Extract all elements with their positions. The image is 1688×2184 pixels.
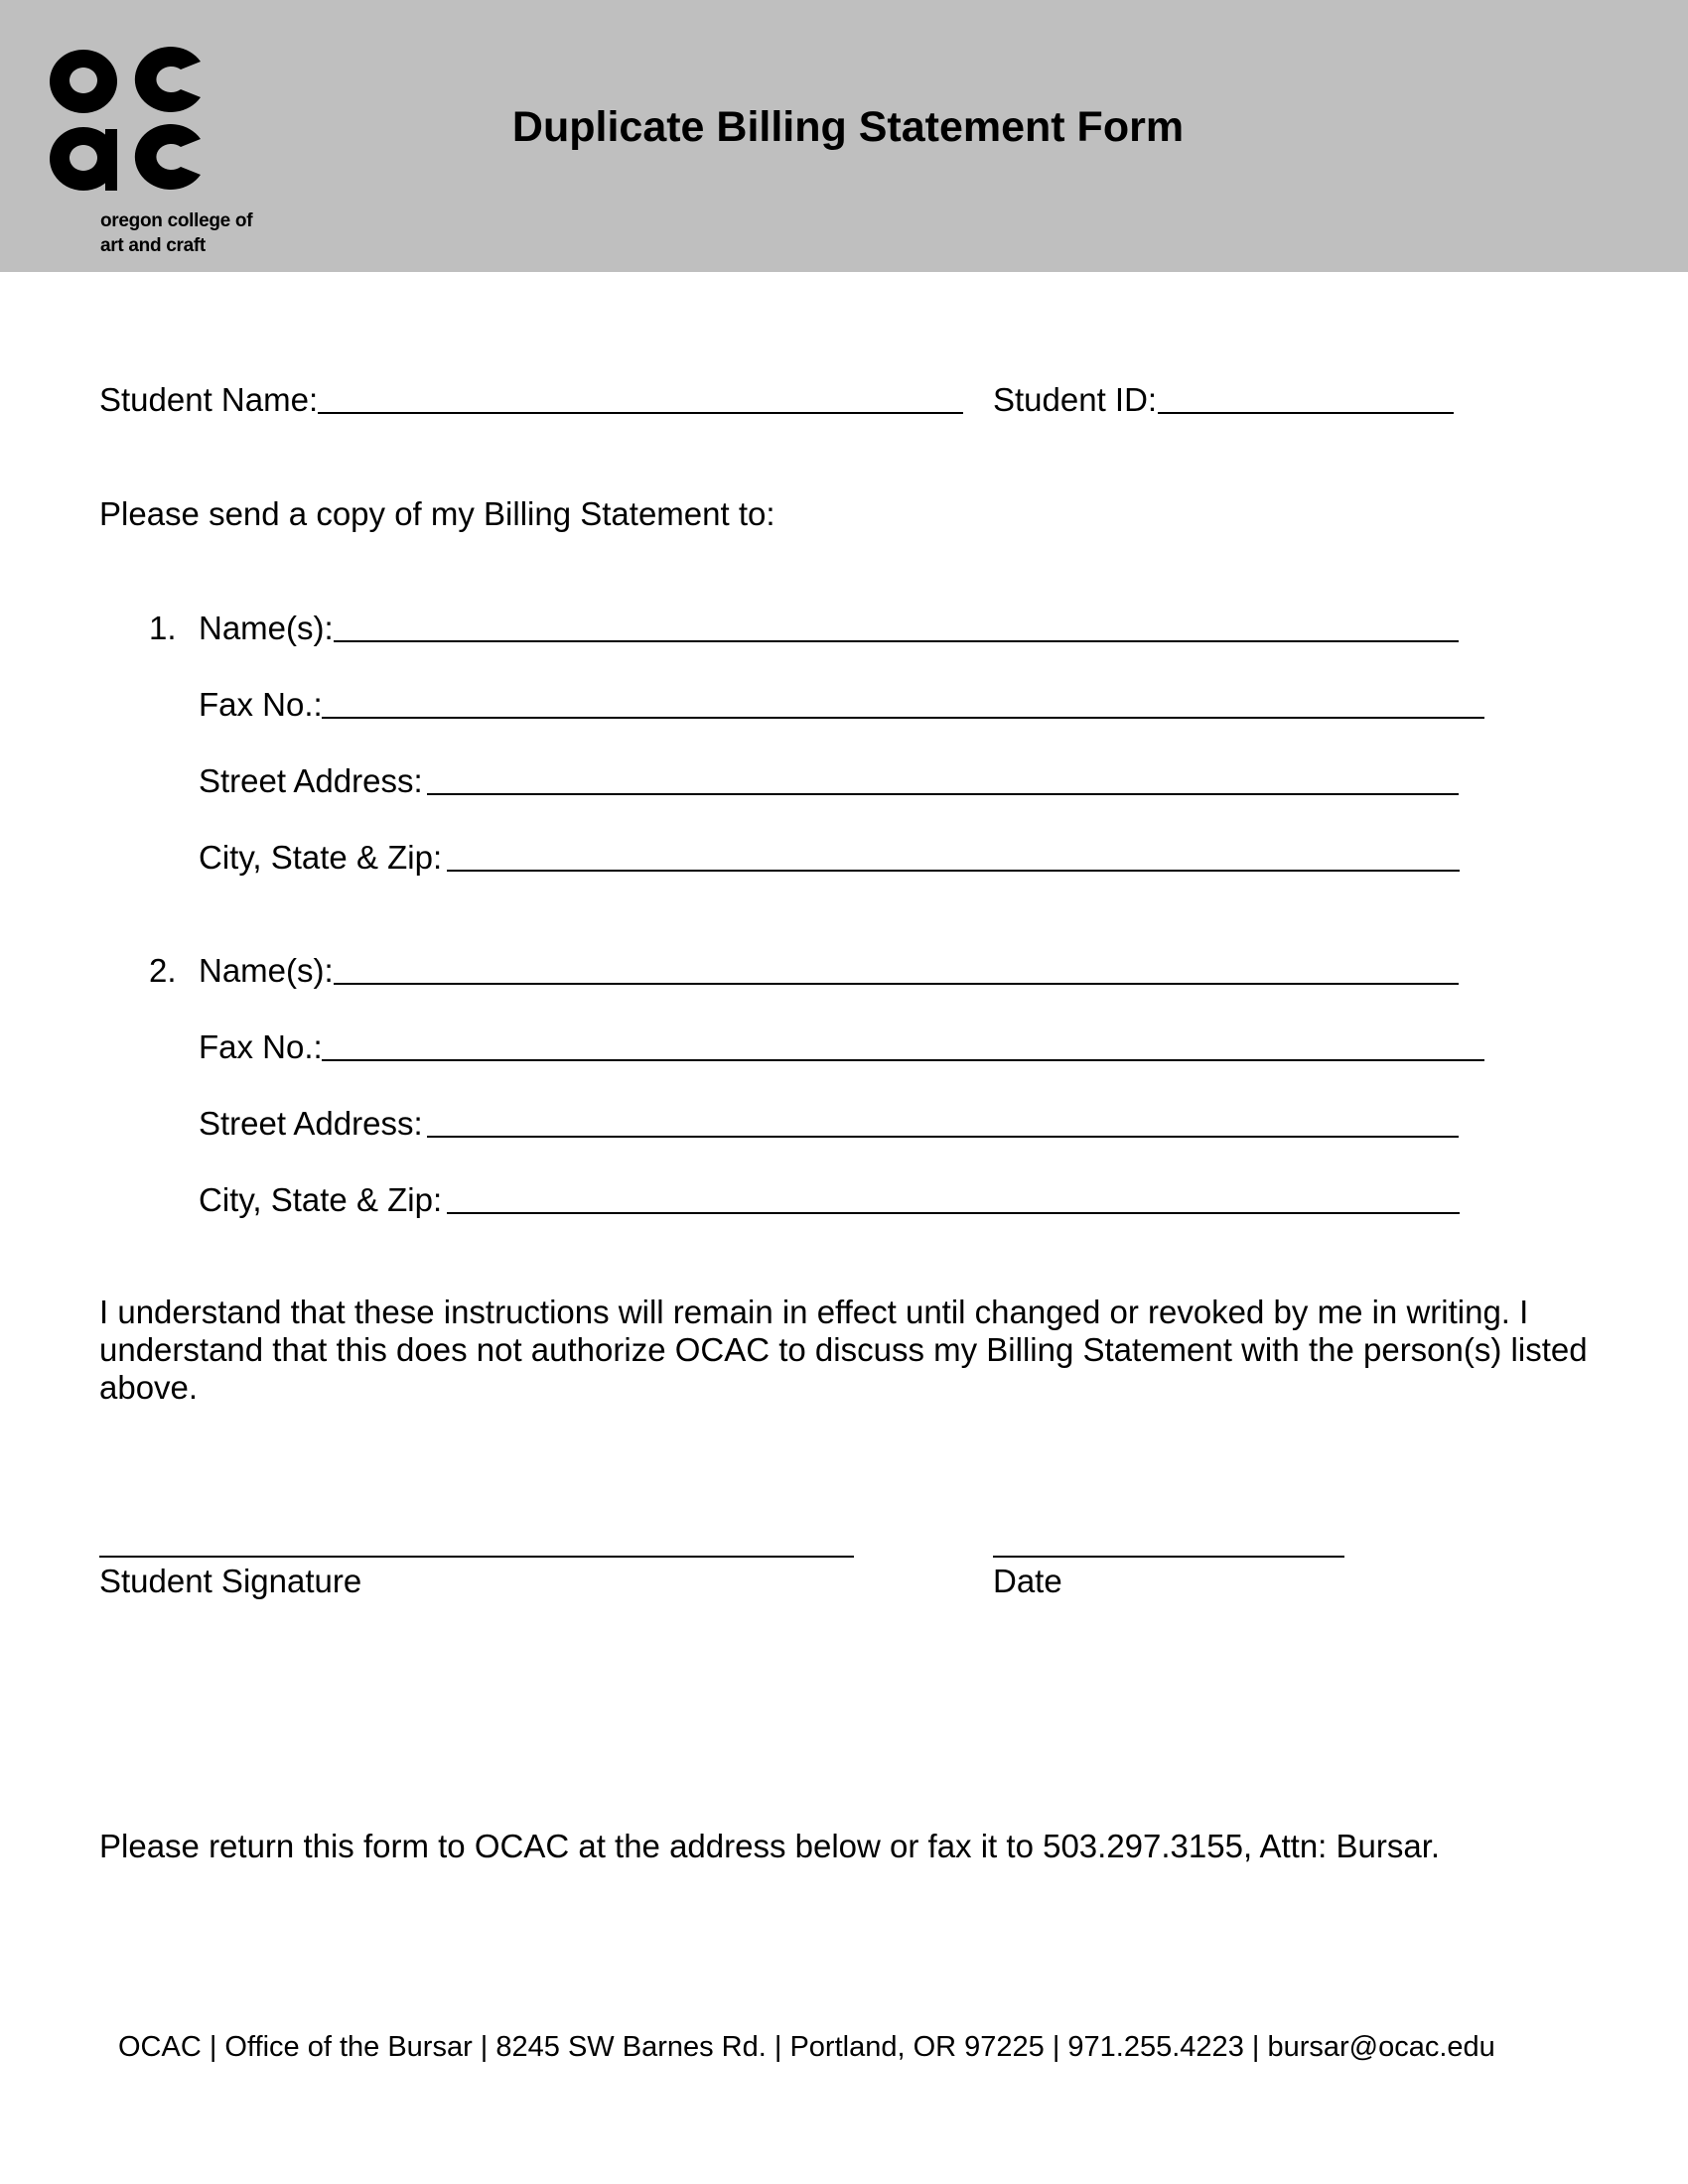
agreement-text: I understand that these instructions will remain in effect until changed or revoked by me in writing. I understand that this does not authorize OCAC to discuss my Billing Statement with the person(s) listed above. [99,1294,1588,1406]
recipient-1-number: 1. [149,610,177,646]
recipient-1-name-label: Name(s): [199,610,334,646]
recipient-2-number: 2. [149,952,177,989]
recipient-1-street-label: Street Address: [199,762,423,799]
recipient-1-fax-label: Fax No.: [199,686,323,723]
recipient-1-fax-field[interactable] [322,717,1484,719]
page-title-text: Duplicate Billing Statement Form [511,103,1185,151]
logo-line-2: art and craft [100,235,206,256]
date-field[interactable] [993,1556,1344,1558]
student-id-label: Student ID: [993,381,1158,418]
header-band [0,0,1688,272]
recipient-1-city-label: City, State & Zip: [199,839,443,876]
logo-wordmark [100,208,252,258]
signature-label: Student Signature [99,1563,362,1599]
recipient-1-street-field[interactable] [427,793,1459,795]
recipient-1-name-field[interactable] [334,640,1459,642]
recipient-2-street-field[interactable] [427,1136,1459,1138]
recipient-2-fax-field[interactable] [322,1059,1484,1061]
signature-field[interactable] [99,1556,854,1558]
student-id-field[interactable] [1158,412,1454,414]
page-title [0,103,1688,152]
footer-contact: OCAC | Office of the Bursar | 8245 SW Barnes Rd. | Portland, OR 97225 | 971.255.4223 | bursar@ocac.edu [118,2031,1495,2063]
recipient-2-street-label: Street Address: [199,1105,423,1142]
recipient-2-city-label: City, State & Zip: [199,1181,443,1218]
recipient-2-name-field[interactable] [334,983,1459,985]
date-label: Date [993,1563,1062,1599]
send-intro-text: Please send a copy of my Billing Statement to: [99,495,775,532]
student-name-field[interactable] [318,412,963,414]
recipient-2-fax-label: Fax No.: [199,1028,323,1065]
return-note: Please return this form to OCAC at the address below or fax it to 503.297.3155, Attn: Bursar. [99,1828,1441,1864]
logo-line-1: oregon college of [100,210,253,231]
recipient-2-city-field[interactable] [447,1212,1460,1214]
recipient-2-name-label: Name(s): [199,952,334,989]
student-name-label: Student Name: [99,381,319,418]
recipient-1-city-field[interactable] [447,870,1460,872]
